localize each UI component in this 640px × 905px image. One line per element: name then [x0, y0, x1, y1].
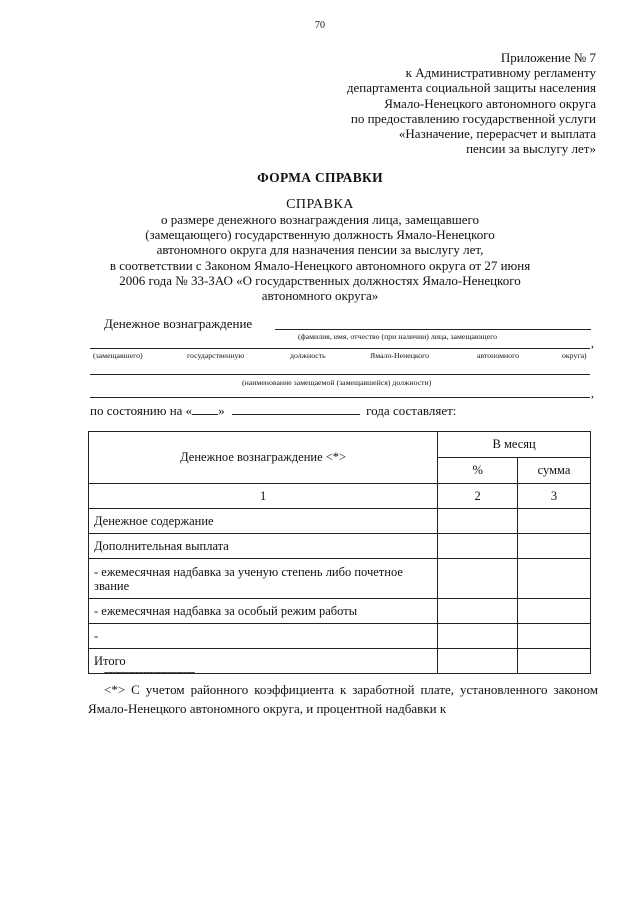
sum-cell[interactable] [518, 649, 591, 674]
sum-cell[interactable] [518, 599, 591, 624]
appendix-line: Ямало-Ненецкого автономного округа [384, 95, 596, 111]
hint-position: (наименование замещаемой (замещавшейся) должности) [242, 378, 432, 387]
sum-cell[interactable] [518, 509, 591, 534]
percent-cell[interactable] [438, 624, 518, 649]
table-header-row [89, 432, 591, 458]
row-label: - ежемесячная надбавка за особый режим работы [89, 599, 438, 624]
sum-cell[interactable] [518, 624, 591, 649]
form-title: ФОРМА СПРАВКИ [257, 170, 383, 185]
row-label: Денежное содержание [89, 509, 438, 534]
month-year-field[interactable] [232, 403, 360, 415]
header-reward: Денежное вознаграждение <*> [89, 432, 438, 484]
row-label: - ежемесячная надбавка за ученую степень либо почетное звание [89, 559, 438, 599]
footnote-text: <*> С учетом районного коэффициента к заработной плате, установленного законом Ямало-Ненецкого автономного округа, и процентной надбавки к [88, 682, 598, 716]
as-of-mid: » [218, 403, 225, 418]
percent-cell[interactable] [438, 509, 518, 534]
as-of-row [90, 403, 456, 419]
reward-table [88, 431, 591, 674]
col-number: 3 [518, 484, 591, 509]
description-line: о размере денежного вознаграждения лица, замещавшего [160, 212, 480, 227]
table-number-row [89, 484, 591, 509]
hint-word: Ямало-Ненецкого [370, 351, 430, 360]
page-number: 70 [315, 20, 325, 31]
spravka-title: СПРАВКА [286, 197, 354, 212]
hint-word: (замещавшего) [93, 351, 143, 360]
fio-line[interactable] [275, 329, 591, 330]
description-line: 2006 года № 33-ЗАО «О государственных должностях Ямало-Ненецкого [119, 272, 521, 288]
as-of-prefix: по состоянию на « [90, 403, 193, 418]
description-line: автономного округа» [261, 288, 379, 304]
percent-cell[interactable] [438, 534, 518, 559]
fio-line-2[interactable] [90, 348, 590, 349]
comma-2: , [591, 386, 594, 400]
row-label: Итого [89, 649, 438, 674]
comma-1: , [591, 336, 594, 350]
table-row [89, 559, 591, 599]
day-field[interactable] [192, 403, 218, 415]
hint-word: округа) [562, 351, 587, 360]
hint-fio: (фамилия, имя, отчество (при наличии) лица, замещающего [298, 332, 498, 341]
hint-word: должность [290, 351, 326, 360]
hint-word: государственную [187, 351, 245, 360]
row-label: - [89, 624, 438, 649]
percent-cell[interactable] [438, 649, 518, 674]
description-line: в соответствии с Законом Ямало-Ненецкого автономного округа от 27 июня [109, 257, 531, 273]
header-sum: сумма [518, 458, 591, 484]
description-line: (замещающего) государственную должность Ямало-Ненецкого [145, 227, 495, 243]
percent-cell[interactable] [438, 599, 518, 624]
header-month: В месяц [438, 432, 591, 458]
appendix-line: департамента социальной защиты населения [346, 80, 596, 96]
col-number: 2 [438, 484, 518, 509]
sum-cell[interactable] [518, 559, 591, 599]
position-line[interactable] [90, 374, 590, 375]
row-label: Дополнительная выплата [89, 534, 438, 559]
appendix-line: к Административному регламенту [405, 65, 596, 81]
percent-cell[interactable] [438, 559, 518, 599]
table-row [89, 599, 591, 624]
appendix-line: Приложение № 7 [500, 50, 596, 65]
reward-label: Денежное вознаграждение [104, 316, 253, 331]
as-of-suffix: года составляет: [366, 403, 457, 418]
description-line: автономного округа для назначения пенсии за выслугу лет, [156, 242, 484, 258]
position-line-2[interactable] [90, 397, 590, 398]
appendix-line: по предоставлению государственной услуги [350, 110, 596, 126]
table-row [89, 624, 591, 649]
footnote-separator: -------------------------------- [104, 667, 195, 678]
header-percent: % [438, 458, 518, 484]
col-number: 1 [89, 484, 438, 509]
spravka-description [100, 212, 540, 303]
appendix-header [266, 50, 596, 156]
table-row [89, 534, 591, 559]
table-row [89, 509, 591, 534]
appendix-line: «Назначение, перерасчет и выплата [398, 126, 596, 142]
sum-cell[interactable] [518, 534, 591, 559]
hint-word: автономного [477, 351, 519, 360]
appendix-line: пенсии за выслугу лет» [466, 141, 596, 157]
